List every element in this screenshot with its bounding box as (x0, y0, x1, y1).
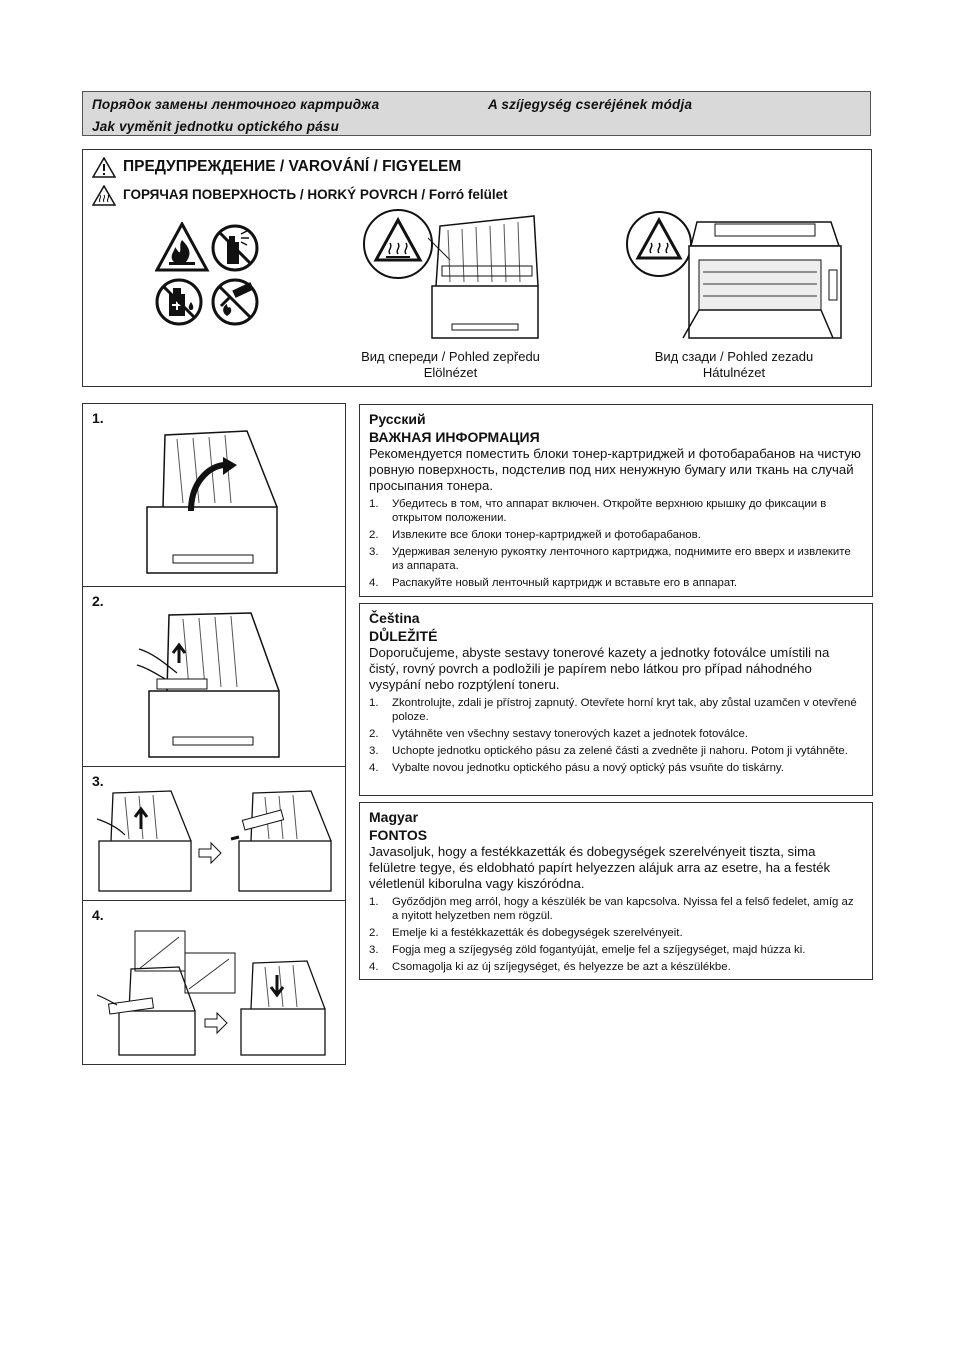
lang-section-hu (359, 802, 873, 980)
hot-surface-icon (92, 185, 116, 206)
flammable-icon (157, 224, 207, 270)
no-fire-icon (213, 280, 257, 324)
front-view-caption: Вид спереди / Pohled zepředu Elölnézet (361, 349, 540, 380)
printer-rear-view (625, 210, 845, 343)
step-number: 4. (92, 907, 104, 923)
step-1 (83, 404, 345, 587)
printer-front-view (362, 208, 542, 343)
instruction-list (369, 696, 862, 775)
language-name: Čeština (369, 610, 420, 626)
step-4-illustration (95, 929, 339, 1059)
steps-panel (82, 403, 346, 1065)
warning-box (82, 149, 872, 387)
lang-section-cs (359, 603, 873, 796)
instruction-list (369, 497, 862, 590)
next-arrow-icon (199, 843, 221, 863)
rear-view-caption: Вид сзади / Pohled zezadu Hátulnézet (654, 349, 814, 380)
language-name: Magyar (369, 809, 419, 825)
important-heading: FONTOS (369, 827, 428, 843)
list-item: 3. Удерживая зеленую рукоятку ленточного картриджа, поднимите его вверх и извлеките из аппарата. (369, 546, 851, 572)
language-name: Русский (369, 411, 426, 427)
intro-text: Doporučujeme, abyste sestavy tonerové kazety a jednotky fotoválce umístili na čistý, rovný povrch a podložili je papírem nebo látkou pro případ náhodného vysypání nebo rozptýlení toneru. (369, 645, 830, 692)
intro-text: Рекомендуется поместить блоки тонер-картриджей и фотобарабанов на чистую ровную поверхность, подстелив под них ненужную бумагу или ткань на случай просыпания тонера. (369, 446, 861, 493)
title-hu: A szíjegység cseréjének módja (488, 97, 693, 112)
important-heading: ВАЖНАЯ ИНФОРМАЦИЯ (369, 429, 540, 445)
list-item: 1. Győződjön meg arról, hogy a készülék be van kapcsolva. Nyissa fel a felső fedelet, amíg az a nyitott helyzetben nem rögzül. (369, 896, 854, 922)
arrow-icon (173, 645, 185, 663)
step-3 (83, 767, 345, 901)
step-4 (83, 901, 345, 1064)
title-ru: Порядок замены ленточного картриджа (92, 97, 380, 112)
step-2 (83, 587, 345, 767)
instruction-list (369, 895, 862, 974)
list-item: 4. Csomagolja ki az új szíjegységet, és helyezze be azt a készülékbe. (369, 961, 731, 973)
list-item: 1. Zkontrolujte, zdali je přístroj zapnutý. Otevřete horní kryt tak, aby zůstal uzamčen v otevřené poloze. (369, 697, 857, 723)
header-bar (82, 91, 871, 136)
list-item: 4. Vybalte novou jednotku optického pásu a nový optický pás vsuňte do tiskárny. (369, 762, 784, 774)
list-item: 3. Uchopte jednotku optického pásu za zelené části a zvedněte ji nahoru. Potom ji vytáhněte. (369, 745, 848, 757)
step-2-illustration (133, 609, 303, 761)
arrow-icon (223, 457, 237, 475)
step-number: 2. (92, 593, 104, 609)
warning-title: ПРЕДУПРЕЖДЕНИЕ / VAROVÁNÍ / FIGYELEM (123, 158, 462, 175)
important-heading: DŮLEŽITÉ (369, 628, 438, 644)
intro-text: Javasoljuk, hogy a festékkazetták és dobegységek szerelvényeit tiszta, sima felületre tegye, és eldobható papírt helyezzen alájuk arra az esetre, ha a festék véletlenül kiborulna vagy kiszóródna. (369, 844, 831, 891)
no-spray-icon (213, 226, 257, 270)
title-cs: Jak vyměnit jednotku optického pásu (92, 119, 340, 134)
hot-surface-title: ГОРЯЧАЯ ПОВЕРХНОСТЬ / HORKÝ POVRCH / Forró felület (123, 187, 508, 202)
list-item: 3. Fogja meg a szíjegység zöld fogantyúját, emelje fel a szíjegységet, majd húzza ki. (369, 944, 806, 956)
list-item: 4. Распакуйте новый ленточный картридж и вставьте его в аппарат. (369, 577, 738, 589)
list-item: 1. Убедитесь в том, что аппарат включен. Откройте верхнюю крышку до фиксации в открытом положении. (369, 498, 827, 524)
warning-icon (92, 157, 116, 178)
list-item: 2. Vytáhněte ven všechny sestavy tonerových kazet a jednotek fotoválce. (369, 728, 749, 740)
lang-section-ru (359, 404, 873, 597)
no-liquid-icon (157, 280, 201, 324)
step-number: 3. (92, 773, 104, 789)
next-arrow-icon (205, 1013, 227, 1033)
step-number: 1. (92, 410, 104, 426)
list-item: 2. Извлеките все блоки тонер-картриджей и фотобарабанов. (369, 529, 701, 541)
list-item: 2. Emelje ki a festékkazetták és dobegységek szerelvényeit. (369, 927, 683, 939)
step-3-illustration (95, 789, 339, 895)
step-1-illustration (143, 429, 303, 579)
prohibition-icons (155, 222, 263, 330)
